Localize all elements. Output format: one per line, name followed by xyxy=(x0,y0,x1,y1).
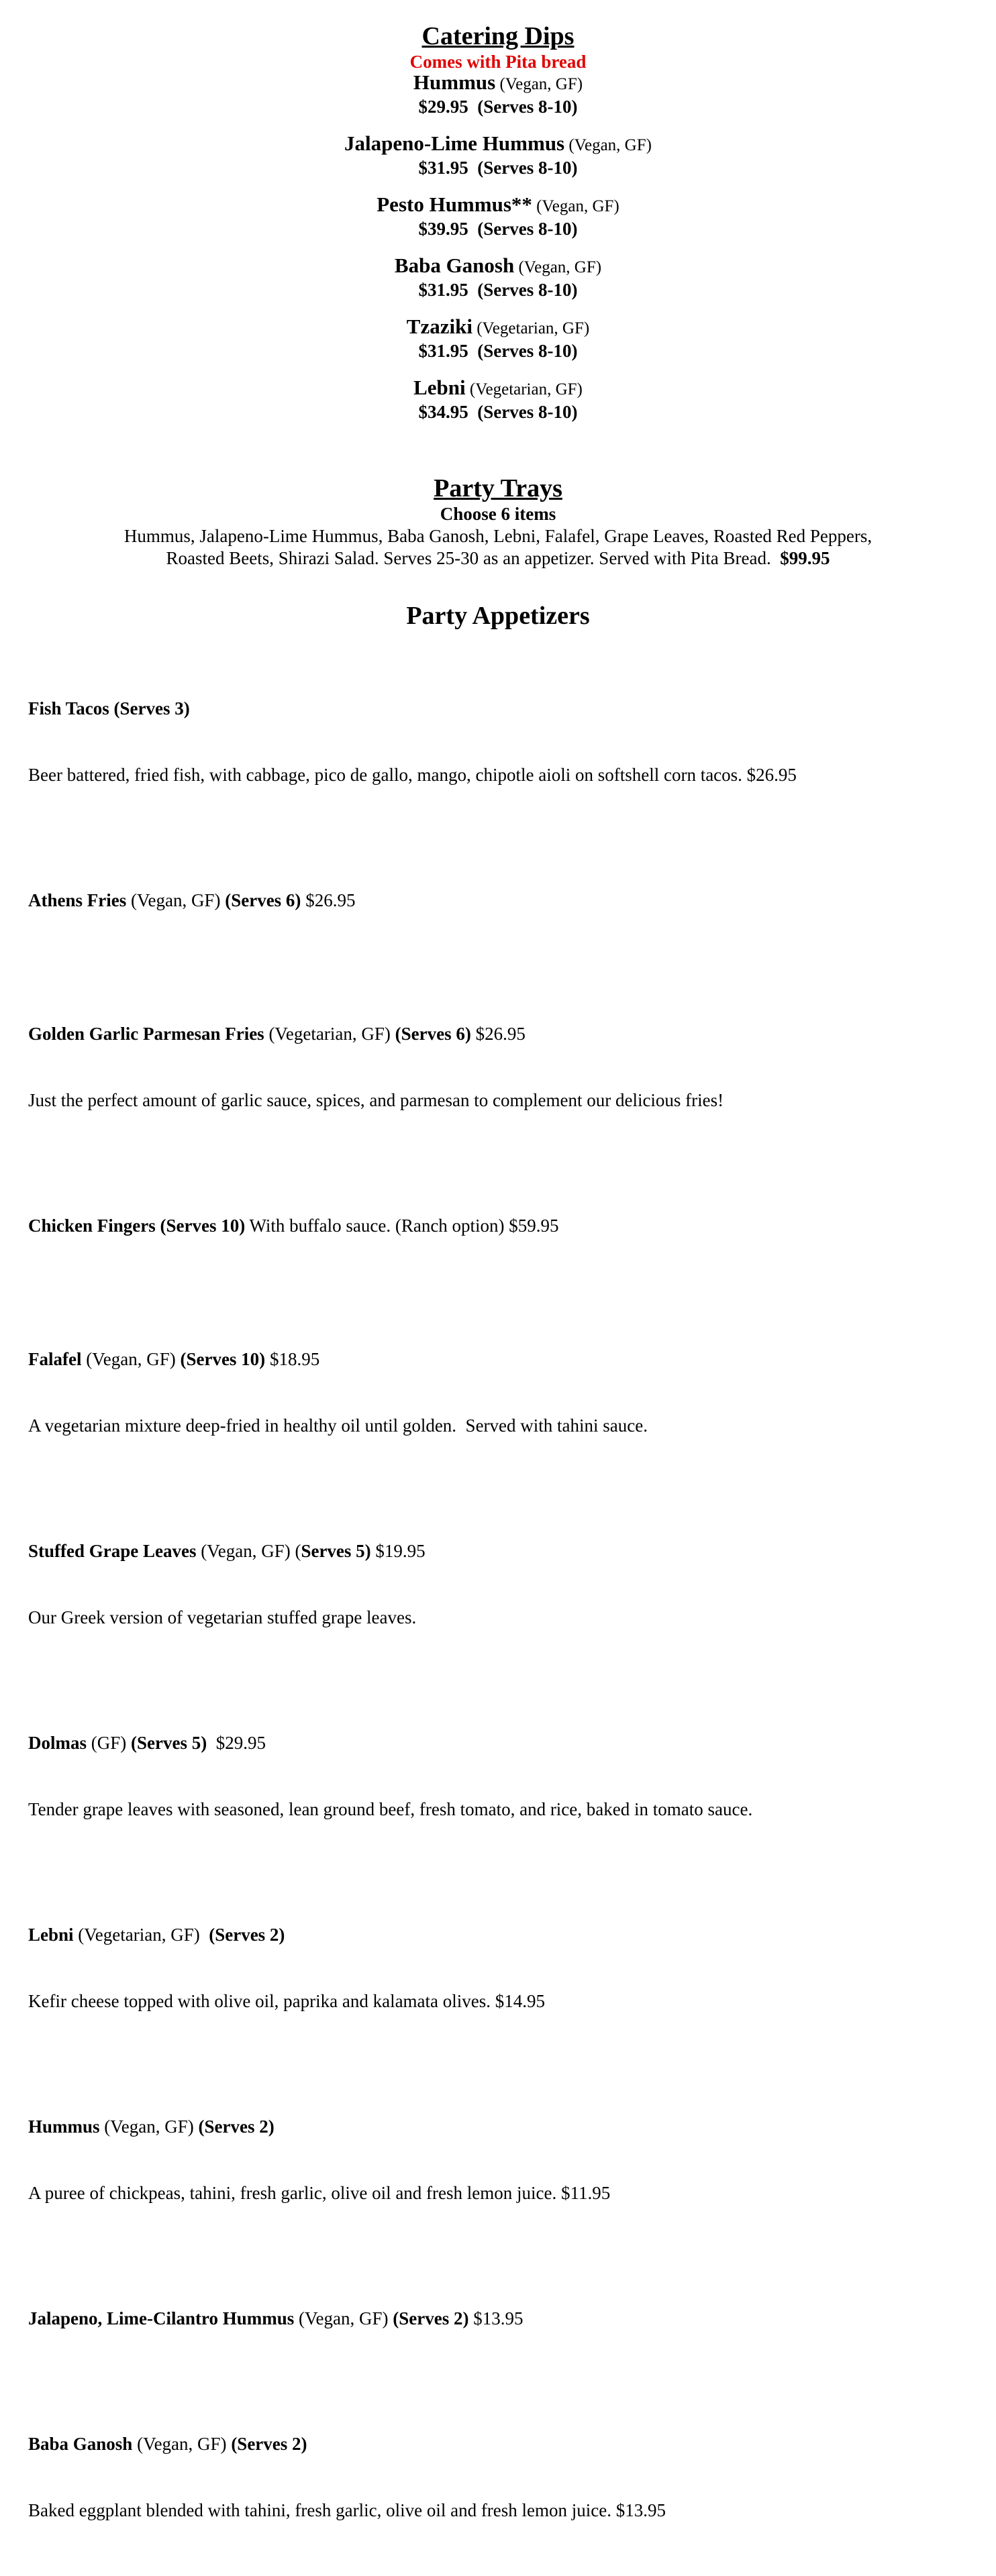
party-appetizers-list xyxy=(28,653,968,2576)
appetizer-name: Baba Ganosh xyxy=(28,2434,133,2454)
appetizer-item xyxy=(28,653,968,830)
party-trays-section xyxy=(0,474,996,570)
appetizer-desc: Kefir cheese topped with olive oil, paprika and kalamata olives. $14.95 xyxy=(28,1991,546,2011)
dip-price: $31.95 (Serves 8-10) xyxy=(418,158,578,178)
appetizer-serves: (Serves 2) xyxy=(393,2308,469,2328)
catering-dips-subtitle: Comes with Pita bread xyxy=(409,52,587,72)
appetizer-serves: (Serves 5) xyxy=(131,1733,207,1753)
appetizer-serves: (Serves 2) xyxy=(209,1925,285,1945)
appetizer-serves: (Serves 2) xyxy=(231,2434,307,2454)
party-trays-price: $99.95 xyxy=(780,548,830,568)
appetizer-diet: (GF) xyxy=(91,1733,127,1753)
dip-diet: (Vegetarian, GF) xyxy=(477,319,590,337)
appetizer-name: Hummus xyxy=(28,2116,100,2137)
appetizer-desc: Baked eggplant blended with tahini, fresh garlic, olive oil and fresh lemon juice. $13.95 xyxy=(28,2500,666,2520)
appetizer-item xyxy=(28,845,968,956)
appetizer-serves: (Serves 6) xyxy=(225,890,301,910)
appetizer-desc: Just the perfect amount of garlic sauce, spices, and parmesan to complement our delicious fries! xyxy=(28,1090,724,1110)
appetizer-item xyxy=(28,1880,968,2057)
appetizer-diet: (Vegan, GF) xyxy=(299,2308,389,2328)
appetizer-desc: A puree of chickpeas, tahini, fresh garlic, olive oil and fresh lemon juice. $11.95 xyxy=(28,2183,611,2203)
appetizer-serves: (Serves 10) xyxy=(180,1349,266,1369)
dip-item xyxy=(0,254,996,302)
dip-item xyxy=(0,315,996,363)
dip-diet: (Vegan, GF) xyxy=(499,75,583,93)
dip-name: Baba Ganosh xyxy=(394,254,515,277)
appetizer-name: Dolmas xyxy=(28,1733,87,1753)
appetizer-diet: (Vegan, GF) xyxy=(104,2116,194,2137)
appetizer-desc: A vegetarian mixture deep-fried in healthy oil until golden. Served with tahini sauce. xyxy=(28,1415,648,1436)
party-trays-subtitle: Choose 6 items xyxy=(440,504,556,524)
appetizer-price: $26.95 xyxy=(475,1024,526,1044)
party-trays-title: Party Trays xyxy=(434,474,562,502)
appetizer-item xyxy=(28,1171,968,1281)
appetizer-name: Lebni xyxy=(28,1925,74,1945)
dip-item xyxy=(0,71,996,119)
appetizer-item xyxy=(28,2263,968,2374)
appetizer-name: Chicken Fingers (Serves 10) xyxy=(28,1216,246,1236)
appetizer-name: Jalapeno, Lime-Cilantro Hummus xyxy=(28,2308,295,2328)
party-trays-line2 xyxy=(0,547,996,570)
dip-name: Jalapeno-Lime Hummus xyxy=(344,131,565,155)
appetizer-diet: (Vegan, GF) ( xyxy=(201,1541,301,1561)
appetizer-item xyxy=(28,979,968,1156)
appetizer-item xyxy=(28,1496,968,1673)
appetizer-price: $19.95 xyxy=(375,1541,426,1561)
appetizer-price: $26.95 xyxy=(305,890,356,910)
dip-price: $29.95 (Serves 8-10) xyxy=(418,97,578,117)
catering-dips-title: Catering Dips xyxy=(421,22,575,50)
appetizer-serves: (Serves 6) xyxy=(395,1024,471,1044)
appetizer-name: Athens Fries xyxy=(28,890,127,910)
dip-diet: (Vegan, GF) xyxy=(568,136,652,154)
party-trays-desc: Roasted Beets, Shirazi Salad. Serves 25-30 as an appetizer. Served with Pita Bread. xyxy=(166,548,771,568)
dip-item xyxy=(0,376,996,424)
catering-dips-section xyxy=(0,21,996,437)
dip-name: Pesto Hummus** xyxy=(377,193,532,216)
appetizer-diet: (Vegetarian, GF) xyxy=(78,1925,205,1945)
appetizer-serves: Serves 5) xyxy=(301,1541,371,1561)
appetizer-diet: (Vegetarian, GF) xyxy=(268,1024,391,1044)
appetizer-desc: Tender grape leaves with seasoned, lean ground beef, fresh tomato, and rice, baked in tomato sauce. xyxy=(28,1799,753,1819)
dip-item xyxy=(0,132,996,180)
appetizer-name: Fish Tacos (Serves 3) xyxy=(28,698,190,718)
dip-diet: (Vegetarian, GF) xyxy=(469,380,583,398)
appetizer-item xyxy=(28,1688,968,1865)
appetizer-serves: (Serves 2) xyxy=(198,2116,275,2137)
dip-price: $39.95 (Serves 8-10) xyxy=(418,219,578,239)
appetizer-desc: Beer battered, fried fish, with cabbage, pico de gallo, mango, chipotle aioli on softshell corn tacos. $26.95 xyxy=(28,765,797,785)
appetizer-name: Golden Garlic Parmesan Fries xyxy=(28,1024,264,1044)
appetizer-diet: (Vegan, GF) xyxy=(130,890,221,910)
party-trays-line1: Hummus, Jalapeno-Lime Hummus, Baba Ganosh, Lebni, Falafel, Grape Leaves, Roasted Red Peppers, xyxy=(123,526,873,546)
appetizer-desc: Our Greek version of vegetarian stuffed grape leaves. xyxy=(28,1607,417,1627)
appetizer-price: $29.95 xyxy=(211,1733,266,1753)
appetizer-name: Stuffed Grape Leaves xyxy=(28,1541,197,1561)
dip-diet: (Vegan, GF) xyxy=(536,197,619,215)
appetizer-item xyxy=(28,2072,968,2249)
appetizer-item xyxy=(28,2389,968,2566)
party-appetizers-title: Party Appetizers xyxy=(406,602,590,630)
appetizer-price: $13.95 xyxy=(473,2308,524,2328)
dip-price: $34.95 (Serves 8-10) xyxy=(418,402,578,422)
appetizer-name: Falafel xyxy=(28,1349,82,1369)
dip-item xyxy=(0,193,996,241)
dip-name: Tzaziki xyxy=(406,315,472,338)
dip-name: Hummus xyxy=(413,70,496,94)
party-appetizers-header xyxy=(0,601,996,631)
appetizer-price: $18.95 xyxy=(269,1349,320,1369)
dip-price: $31.95 (Serves 8-10) xyxy=(418,341,578,361)
appetizer-item xyxy=(28,1304,968,1481)
appetizer-diet: (Vegan, GF) xyxy=(86,1349,176,1369)
dip-name: Lebni xyxy=(413,376,466,399)
appetizer-price: With buffalo sauce. (Ranch option) $59.95 xyxy=(249,1216,559,1236)
dip-price: $31.95 (Serves 8-10) xyxy=(418,280,578,300)
appetizer-diet: (Vegan, GF) xyxy=(137,2434,227,2454)
dip-diet: (Vegan, GF) xyxy=(518,258,602,276)
